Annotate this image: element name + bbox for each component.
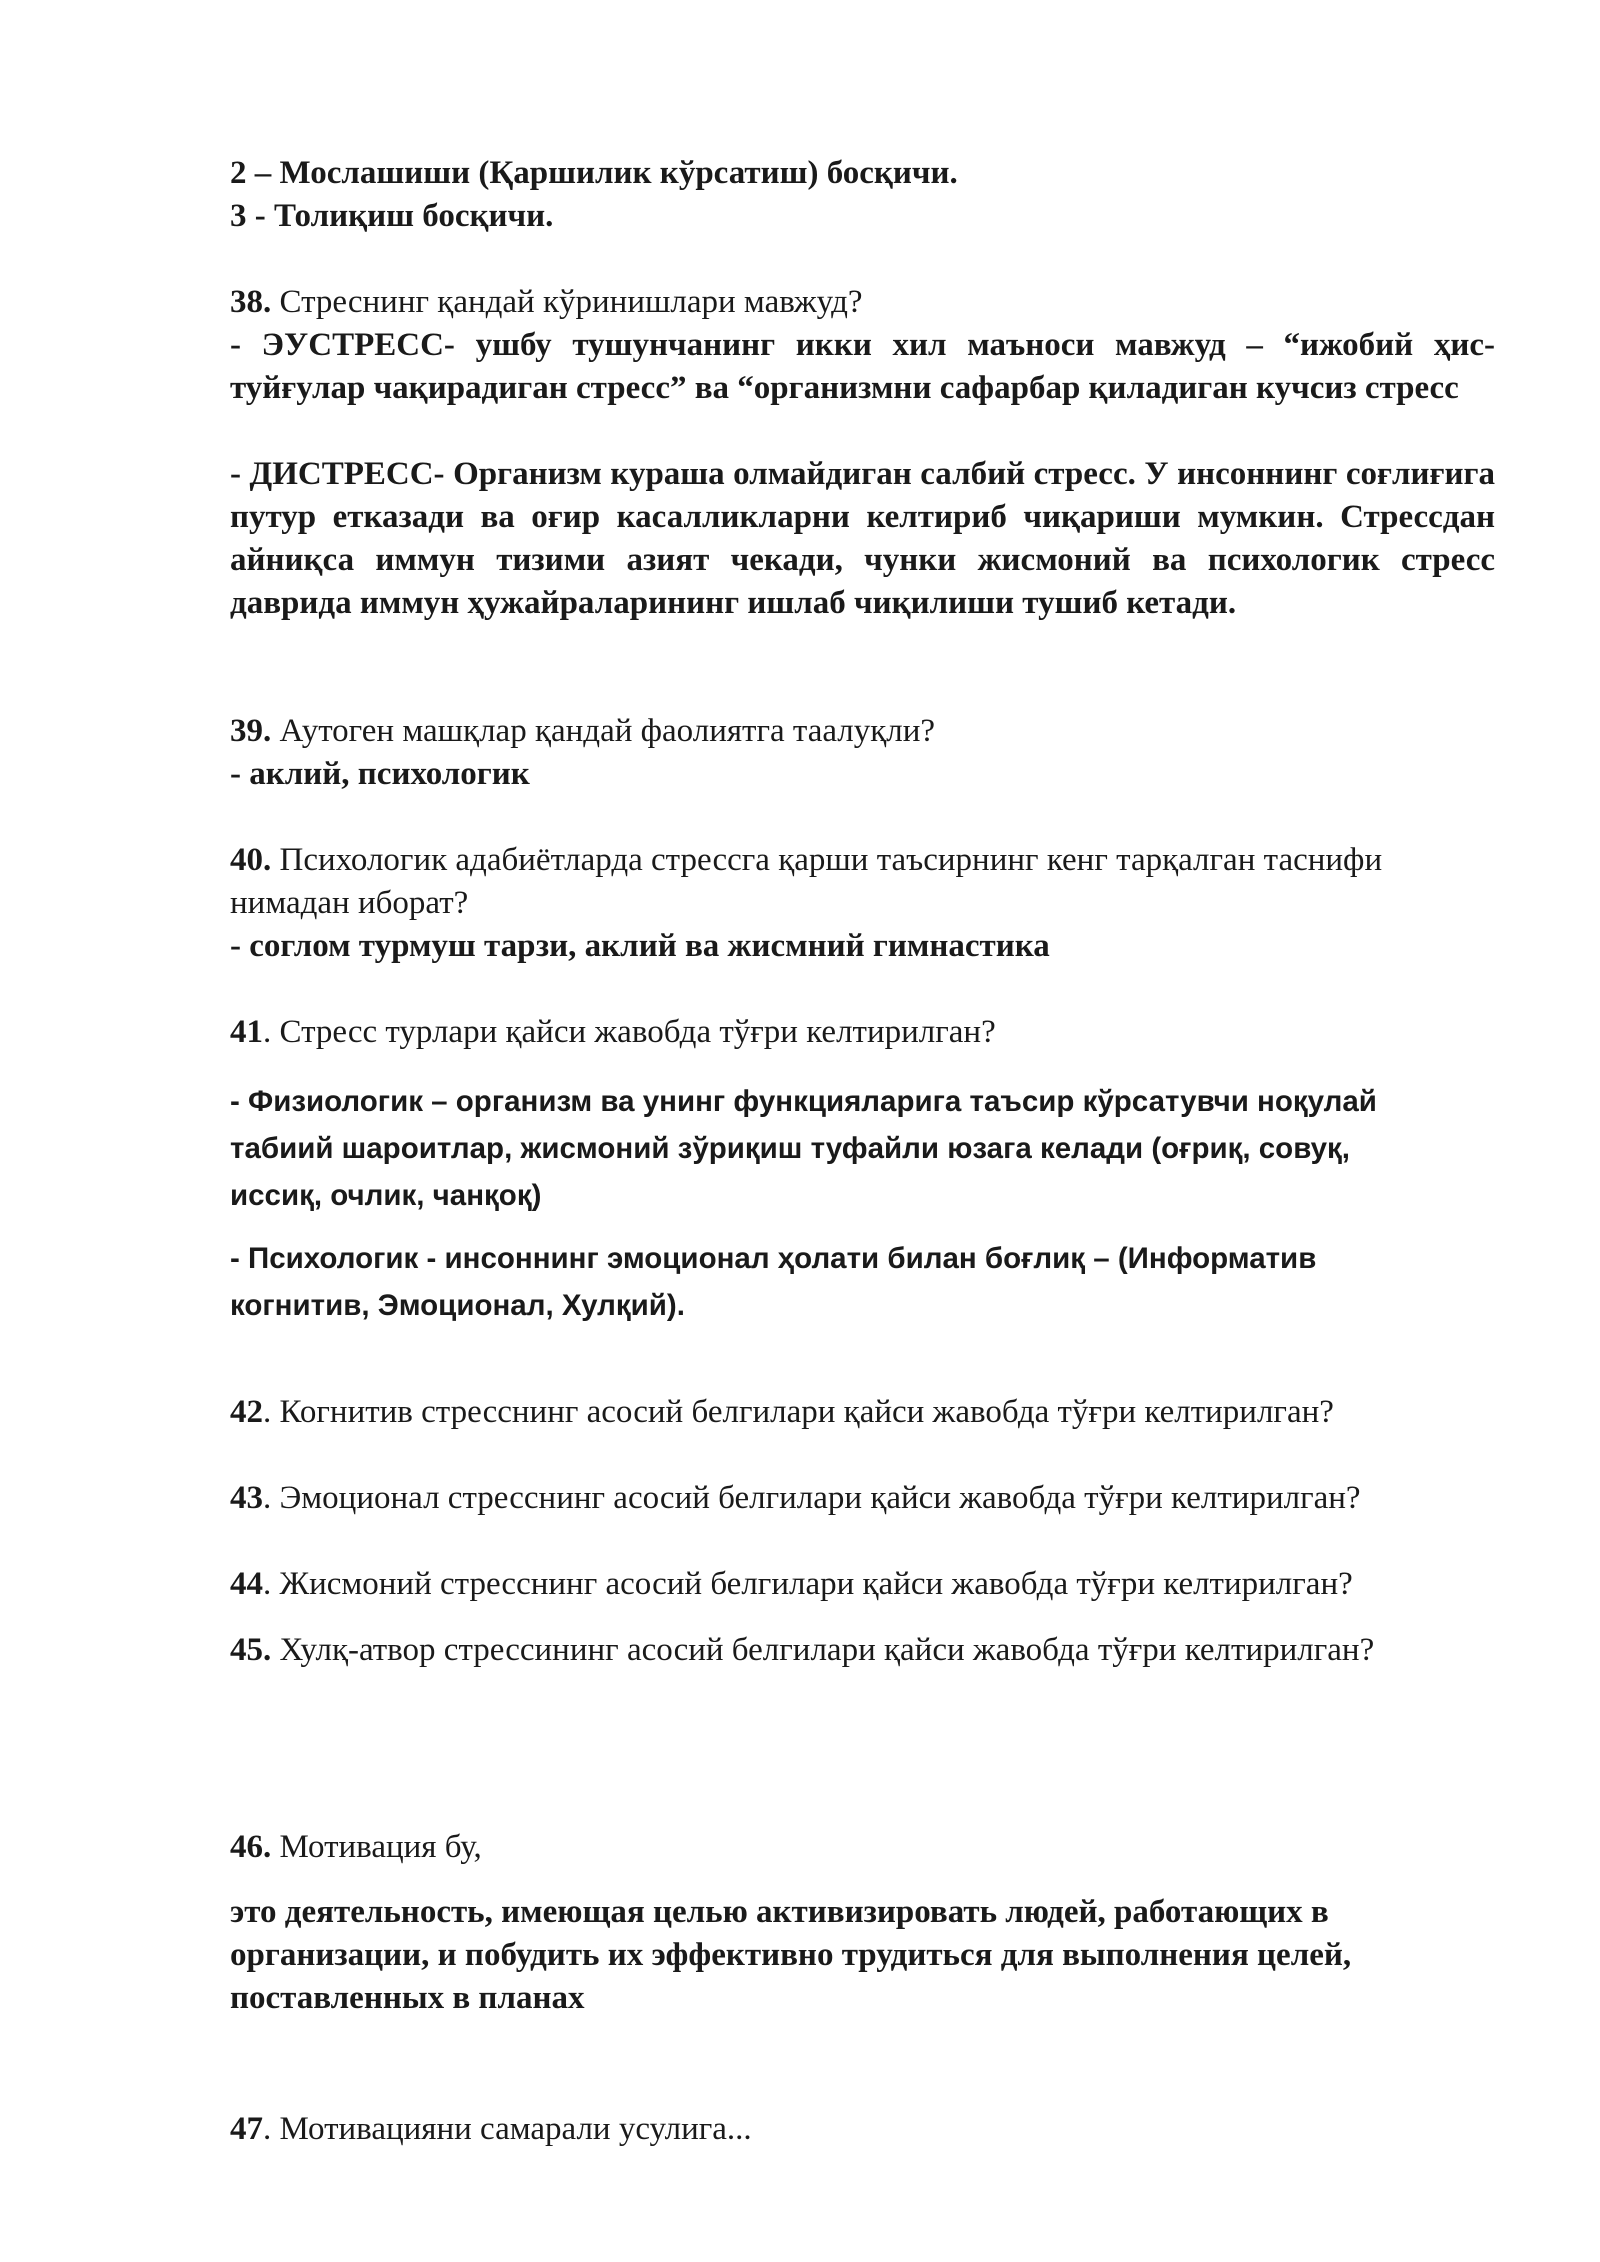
question-43	[230, 1477, 1495, 1520]
question-42	[230, 1391, 1495, 1434]
question-39	[230, 710, 1495, 753]
question-44	[230, 1563, 1495, 1606]
question-38	[230, 281, 1495, 324]
question-45	[230, 1629, 1495, 1672]
question-number: 39.	[230, 713, 272, 749]
answer-38-eustress: - ЭУСТРЕСС- ушбу тушунчанинг икки хил маъноси мавжуд – “ижобий ҳис-туйғулар чақирадиган стресс” ва “организмни сафарбар қиладиган кучсиз стресс	[230, 327, 1495, 406]
stage-3: 3 - Толиқиш босқичи.	[230, 198, 554, 234]
question-text: Стреснинг қандай кўринишлари мавжуд?	[271, 284, 863, 320]
answer-38-distress: - ДИСТРЕСС- Организм кураша олмайдиган салбий стресс. У инсоннинг соғлиғига путур етказади ва оғир касалликларни келтириб чиқариши мумкин. Стрессдан айниқса иммун тизими азият чекади, чунки жисмоний ва психологик стресс даврида иммун ҳужайраларининг ишлаб чиқилиши тушиб кетади.	[230, 456, 1495, 621]
question-text: . Жисмоний стресснинг асосий белгилари қайси жавобда тўғри келтирилган?	[263, 1566, 1353, 1602]
question-text: Хулқ-атвор стрессининг асосий белгилари қайси жавобда тўғри келтирилган?	[271, 1632, 1375, 1668]
question-text: . Когнитив стресснинг асосий белгилари қайси жавобда тўғри келтирилган?	[263, 1394, 1334, 1430]
answer-41-physiological: - Физиологик – организм ва унинг функцияларига таъсир кўрсатувчи ноқулай табиий шароитлар, жисмоний зўриқиш туфайли юзага келади (оғриқ, совуқ, иссиқ, очлик, чанқоқ)	[230, 1085, 1377, 1212]
question-number: 47	[230, 2111, 263, 2147]
stage-2: 2 – Мослашиши (Қаршилик кўрсатиш) босқичи.	[230, 155, 958, 191]
question-47	[230, 2108, 1495, 2151]
question-number: 44	[230, 1566, 263, 1602]
question-40	[230, 839, 1495, 925]
question-number: 45.	[230, 1632, 272, 1668]
question-number: 43	[230, 1480, 263, 1516]
answer-40: - соглом турмуш тарзи, аклий ва жисмний гимнастика	[230, 928, 1050, 964]
question-46	[230, 1826, 1495, 1869]
answer-41-psychological: - Психологик - инсоннинг эмоционал ҳолати билан боғлиқ – (Информатив когнитив, Эмоционал, Хулқий).	[230, 1242, 1317, 1322]
question-text: . Мотивацияни самарали усулига...	[263, 2111, 752, 2147]
question-text: Мотивация бу,	[271, 1829, 482, 1865]
question-text: . Эмоционал стресснинг асосий белгилари қайси жавобда тўғри келтирилган?	[263, 1480, 1361, 1516]
question-number: 42	[230, 1394, 263, 1430]
question-number: 38.	[230, 284, 272, 320]
question-41	[230, 1011, 1495, 1054]
answer-39: - аклий, психологик	[230, 756, 530, 792]
question-text: . Стресс турлари қайси жавобда тўғри келтирилган?	[263, 1014, 996, 1050]
question-number: 40.	[230, 842, 272, 878]
question-number: 46.	[230, 1829, 272, 1865]
question-number: 41	[230, 1014, 263, 1050]
stages-continued	[230, 152, 1495, 238]
answer-46: это деятельность, имеющая целью активизировать людей, работающих в организации, и побудить их эффективно трудиться для выполнения целей, поставленных в планах	[230, 1894, 1352, 2016]
question-text: Аутоген машқлар қандай фаолиятга таалуқли?	[271, 713, 936, 749]
question-text: Психологик адабиётларда стрессга қарши таъсирнинг кенг тарқалган таснифи нимадан иборат?	[230, 842, 1383, 921]
